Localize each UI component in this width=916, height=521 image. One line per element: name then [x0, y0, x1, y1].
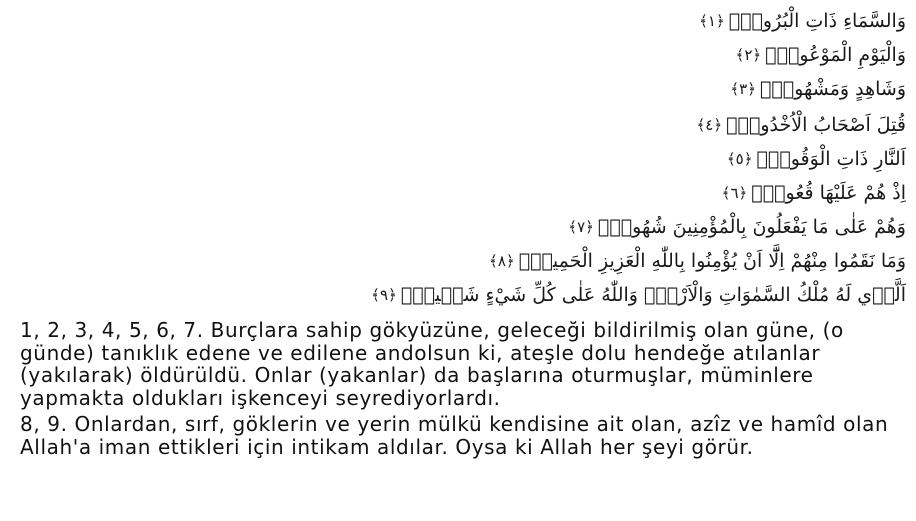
verse-number: ﴿٤﴾: [696, 116, 723, 134]
verse-number: ﴿٧﴾: [568, 218, 594, 236]
verse-line: [6, 278, 906, 312]
arabic-verses: [6, 4, 906, 312]
verse-number: ﴿٣﴾: [730, 80, 756, 98]
verse-number: ﴿٥﴾: [726, 150, 753, 168]
verse-text: وَالسَّمَاءِ ذَاتِ الْبُرُوجِۙ: [728, 10, 906, 32]
verse-text: اَلَّذ۪ي لَهُ مُلْكُ السَّمٰوَاتِ وَالْاَرْضِۜ وَاللّٰهُ عَلٰى كُلِّ شَيْءٍ شَه۪يدٌۜ: [400, 284, 906, 306]
verse-line: [6, 176, 906, 210]
translation-paragraph: 1, 2, 3, 4, 5, 6, 7. Burçlara sahip gökyüzüne, geleceği bildirilmiş olan güne, (o günde) tanıklık edene ve edilene andolsun ki, ateşle dolu hendeğe atılanlar (yakılarak) öldürüldü. Onlar (yakanlar) da başlarına oturmuşlar, müminlere yapmakta oldukları işkenceyi seyrediyorlardı.: [20, 318, 844, 410]
verse-text: وَشَاهِدٍ وَمَشْهُودٍۜ: [760, 78, 906, 100]
verse-line: [6, 4, 906, 38]
verse-line: [6, 72, 906, 106]
verse-text: قُتِلَ اَصْحَابُ الْاُخْدُودِۙ: [726, 114, 906, 136]
verse-number: ﴿٩﴾: [371, 286, 397, 304]
verse-text: اِذْ هُمْ عَلَيْهَا قُعُودٌۙ: [751, 182, 906, 204]
verse-text: وَمَا نَقَمُوا مِنْهُمْ اِلَّٓا اَنْ يُؤْمِنُوا بِاللّٰهِ الْعَزِيزِ الْحَمِيدِۙ: [518, 250, 906, 272]
verse-number: ﴿٦﴾: [721, 184, 748, 202]
verse-line: [6, 38, 906, 72]
verse-text: اَلنَّارِ ذَاتِ الْوَقُودِۙ: [756, 148, 906, 170]
verse-line: [6, 142, 906, 176]
verse-number: ﴿١﴾: [699, 12, 725, 30]
verse-line: [6, 244, 906, 278]
turkish-translation: [20, 319, 900, 458]
verse-text: وَالْيَوْمِ الْمَوْعُودِۙ: [765, 44, 906, 66]
translation-paragraph: 8, 9. Onlardan, sırf, göklerin ve yerin mülkü kendisine ait olan, azîz ve hamîd olan Allah'a iman ettikleri için intikam aldılar. Oysa ki Allah her şeyi görür.: [20, 412, 889, 459]
verse-line: [6, 108, 906, 142]
verse-line: [6, 210, 906, 244]
verse-number: ﴿٨﴾: [489, 252, 515, 270]
verse-number: ﴿٢﴾: [735, 46, 762, 64]
verse-text: وَهُمْ عَلٰى مَا يَفْعَلُونَ بِالْمُؤْمِنِينَ شُهُودٌۜ: [597, 216, 906, 238]
